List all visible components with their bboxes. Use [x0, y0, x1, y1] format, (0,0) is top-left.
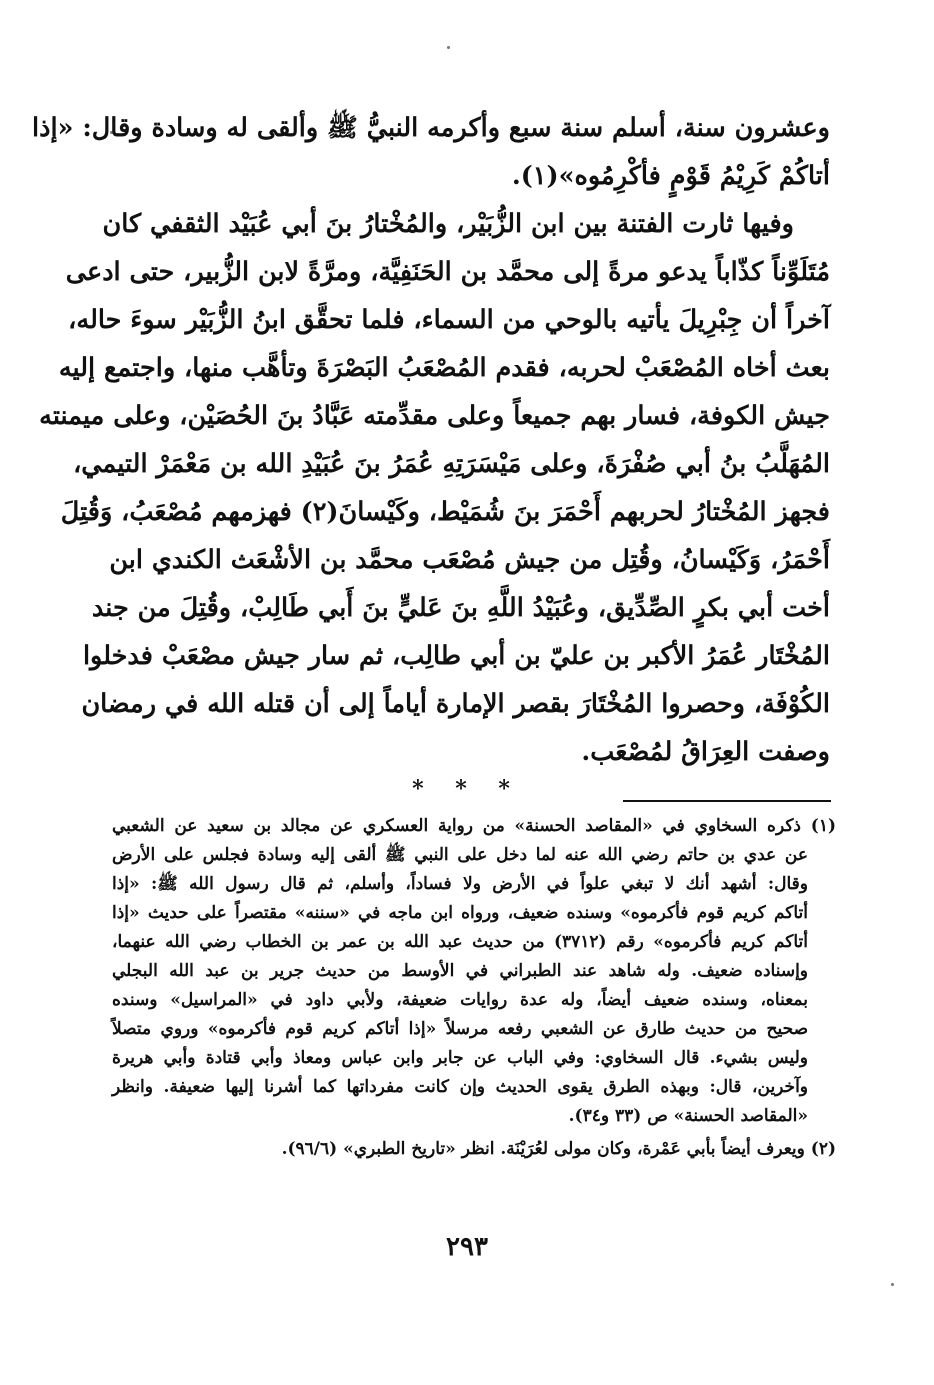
footnote-divider [623, 800, 831, 802]
main-text-line: أتاكُمْ كَرِيْمُ قَوْمٍ فأكْرِمُوه»(١). [511, 161, 830, 191]
footnote-line: وإسناده ضعيف. وله شاهد عند الطبراني في الأوسط من حديث جرير بن عبد الله البجلي [112, 961, 808, 981]
footnote-line: بمعناه، وسنده ضعيف أيضاً، وله عدة روايات ضعيفة، ولأبي داود في «المراسيل» وسنده [112, 990, 808, 1010]
section-separator: * * * [412, 776, 522, 802]
footnote-line: (١) ذكره السخاوي في «المقاصد الحسنة» من رواية العسكري عن مجالد بن سعيد عن الشعبي [112, 816, 836, 836]
main-text-block [32, 104, 830, 776]
footnote-line: صحيح من حديث طارق عن الشعبي رفعه مرسلاً «إذا أتاكم كريم قوم فأكرموه» وروي متصلاً [112, 1019, 808, 1039]
footnote-line: أتاكم كريم قوم فأكرموه» وسنده ضعيف، ورواه ابن ماجه في «سننه» مقتصراً على حديث «إذا [112, 903, 808, 923]
footnote-line: وليس بشيء. قال السخاوي: وفي الباب عن جابر وابن عباس ومعاذ وأبي قتادة وأبي هريرة [112, 1048, 808, 1068]
main-text-line: جيش الكوفة، فسار بهم جميعاً وعلى مقدِّمته عَبَّادُ بنَ الحُصَيْن، وعلى ميمنته [39, 401, 830, 431]
footnotes-block [112, 812, 836, 1164]
main-text-line: أَحْمَرُ، وَكَيْسانُ، وقُتِل من جيش مُصْعَب محمَّد بن الأشْعَث الكندي ابن [109, 545, 830, 575]
main-text-line: الكُوْفَة، وحصروا المُخْتَارَ بقصر الإمارة أياماً إلى أن قتله الله في رمضان [81, 689, 830, 719]
main-text-line: وعشرون سنة، أسلم سنة سبع وأكرمه النبيُّ ﷺ وألقى له وسادة وقال: «إذا [32, 113, 830, 143]
main-text-line: وصفت العِرَاقُ لمُصْعَب. [581, 737, 830, 767]
scan-speck [891, 1283, 894, 1286]
footnote-line: وآخرين، قال: وبهذه الطرق يقوى الحديث وإن كانت مفرداتها كما أشرنا إليها ضعيفة. وانظر [112, 1077, 808, 1097]
footnote-line: أتاكم كريم فأكرموه» رقم (٣٧١٢) من حديث عبد الله بن عمر بن الخطاب رضي الله عنهما، [112, 932, 808, 952]
page-number: ٢٩٣ [446, 1232, 488, 1262]
main-text-line: مُتَلَوِّناً كذّاباً يدعو مرةً إلى محمَّد بن الحَنَفِيَّة، ومرَّةً لابن الزُّبير، حتى ادعى [65, 257, 830, 287]
footnote-line: «المقاصد الحسنة» ص (٣٣ و٣٤). [568, 1106, 808, 1126]
footnote-line: (٢) ويعرف أيضاً بأبي عَمْرة، وكان مولى لعُرَيْنَة. انظر «تاريخ الطبري» (٩٦/٦). [281, 1139, 836, 1159]
main-text-line: فجهز المُخْتارُ لحربهم أَحْمَرَ بنَ شُمَيْط، وكَيْسانَ(٢) فهزمهم مُصْعَبُ، وَقُتِلَ [60, 497, 830, 527]
scan-speck [447, 46, 450, 49]
main-text-line: المُخْتَار عُمَرُ الأكبر بن عليّ بن أبي طالِب، ثم سار جيش مصْعَبْ فدخلوا [82, 641, 830, 671]
footnote-line: وقال: أشهد أنك لا تبغي علواً في الأرض ولا فساداً، وأسلم، ثم قال رسول الله ﷺ: «إذا [112, 874, 808, 894]
footnote-line: عن عدي بن حاتم رضي الله عنه لما دخل على النبي ﷺ ألقى إليه وسادة فجلس على الأرض [112, 845, 808, 865]
main-text-line: أخت أبي بكرٍ الصِّدِّيق، وعُبَيْدُ اللَّهِ بنَ عَليٍّ بنَ أَبي طَالِبْ، وقُتِلَ من جند [91, 593, 830, 623]
main-text-line: وفيها ثارت الفتنة بين ابن الزُّبَيْر، والمُخْتارُ بنَ أبي عُبَيْد الثقفي كان [102, 209, 794, 239]
main-text-line: آخراً أن جِبْرِيلَ يأتيه بالوحي من السماء، فلما تحقَّق ابنُ الزُّبَيْر سوءَ حاله، [68, 305, 830, 335]
main-text-line: بعث أخاه المُصْعَبْ لحربه، فقدم المُصْعَبُ البَصْرَةَ وتأهَّب منها، واجتمع إليه [58, 353, 830, 383]
main-text-line: المُهَلَّبُ بنُ أبي صُفْرَةَ، وعلى مَيْسَرَتِهِ عُمَرُ بنَ عُبَيْدِ الله بن مَعْمَرْ التيمي، [73, 449, 830, 479]
